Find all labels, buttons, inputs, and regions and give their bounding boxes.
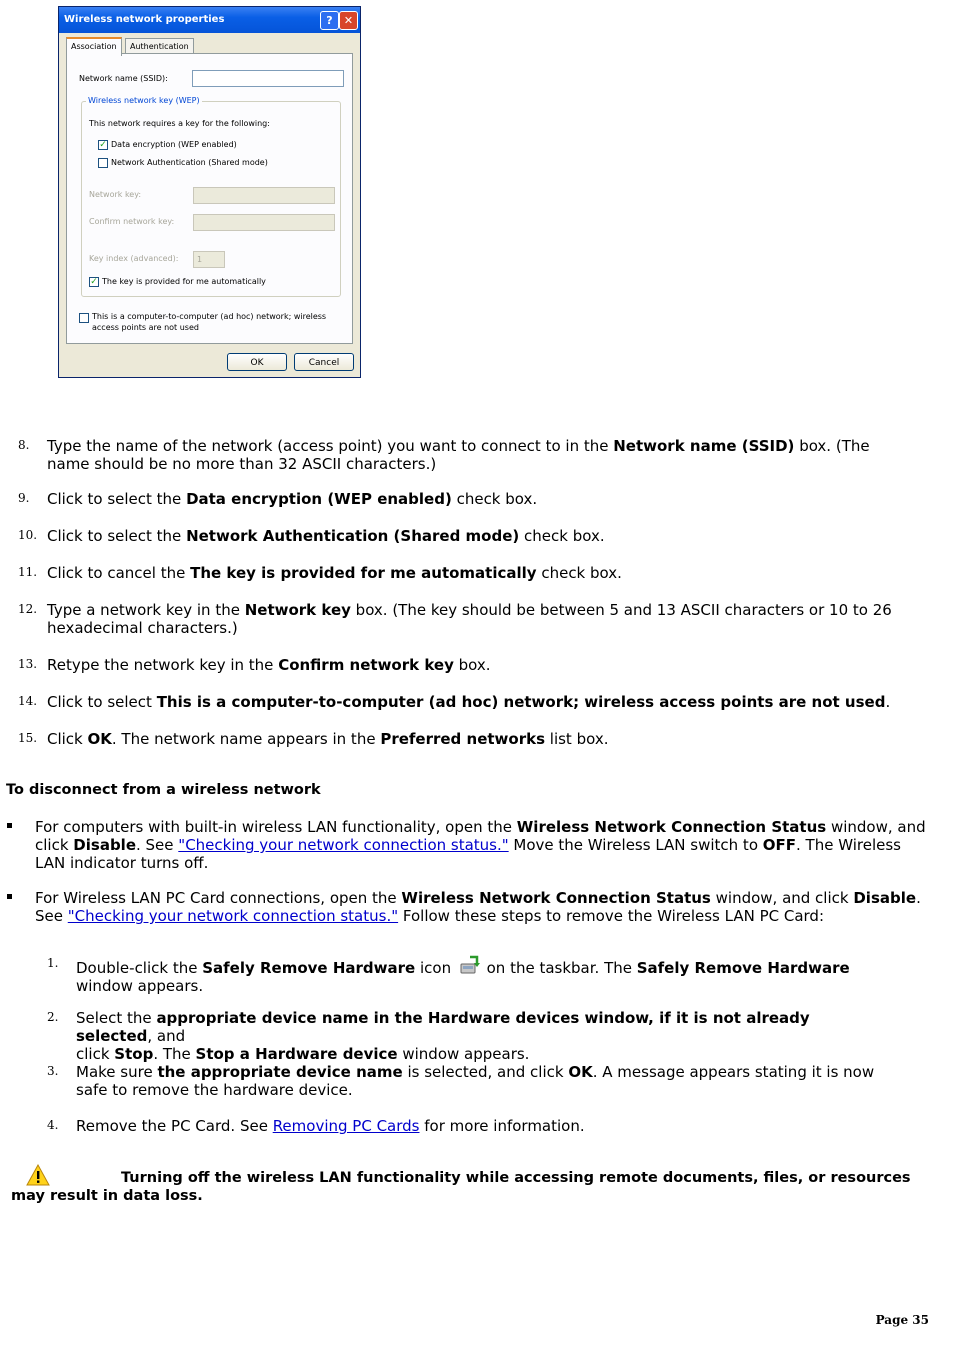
ui-term: Confirm network key — [278, 656, 454, 674]
adhoc-label-line1: This is a computer-to-computer (ad hoc) network; wireless — [92, 312, 327, 321]
step-number: 4. — [47, 1118, 59, 1132]
ui-term: Stop a Hardware device — [195, 1045, 398, 1063]
step-number: 11. — [18, 565, 38, 579]
ui-term: Safely Remove Hardware — [636, 959, 850, 977]
text: . The — [153, 1045, 196, 1063]
step-text — [76, 1117, 876, 1135]
safely-remove-hardware-icon — [458, 955, 480, 977]
step-text — [76, 1009, 876, 1063]
step-number: 13. — [18, 657, 38, 671]
text: Double-click the — [76, 959, 203, 977]
ui-term: appropriate device name in the Hardware devices window, if it is not already selected — [76, 1009, 810, 1045]
text: LAN indicator turns off. — [35, 854, 209, 872]
step-text — [47, 656, 927, 674]
ui-term: Network name (SSID) — [613, 437, 795, 455]
ui-term: Safely Remove Hardware — [202, 959, 416, 977]
step-number: 10. — [18, 528, 38, 542]
text: window, and — [826, 818, 926, 836]
text: . See — [136, 836, 179, 854]
auto-key-checkbox[interactable]: ✓ — [90, 277, 98, 287]
text: For computers with built-in wireless LAN functionality, open the — [35, 818, 517, 836]
text: Type the name of the network (access point) you want to connect to in the — [47, 437, 614, 455]
warning-text — [11, 1169, 936, 1205]
text: click — [76, 1045, 115, 1063]
adhoc-checkbox[interactable] — [79, 313, 89, 323]
text: check box. — [451, 490, 538, 508]
auto-key-label: The key is provided for me automatically — [102, 277, 266, 286]
close-icon[interactable]: ✕ — [339, 11, 358, 30]
text: Click — [47, 730, 88, 748]
step-number: 15. — [18, 731, 38, 745]
text: window appears. — [397, 1045, 530, 1063]
text: box. (The key should be between 5 and 13 ASCII characters or 10 to 26 — [350, 601, 892, 619]
step-text — [76, 1063, 876, 1099]
text: Click to select — [47, 693, 157, 711]
step-text — [47, 693, 927, 711]
bullet-item-builtin — [35, 818, 935, 872]
shared-auth-label: Network Authentication (Shared mode) — [111, 158, 268, 167]
bullet-icon — [7, 894, 12, 899]
confirm-key-label: Confirm network key: — [89, 217, 175, 226]
warning-message: Turning off the wireless LAN functionality while accessing remote documents, files, or resources may result in data loss. — [11, 1170, 911, 1204]
text: Move the Wireless LAN switch to — [508, 836, 763, 854]
text: safe to remove the hardware device. — [76, 1081, 353, 1099]
ssid-label: Network name (SSID): — [79, 74, 168, 83]
confirm-key-input[interactable] — [193, 214, 335, 231]
step-text — [47, 564, 927, 582]
ui-term: The key is provided for me automatically — [190, 564, 537, 582]
ui-term: Stop — [114, 1045, 154, 1063]
text: See — [35, 907, 68, 925]
text: list box. — [545, 730, 609, 748]
step-text — [47, 490, 927, 508]
text: click — [35, 836, 74, 854]
text: . The network name appears in the — [111, 730, 381, 748]
text: Click to select the — [47, 527, 187, 545]
key-index-label: Key index (advanced): — [89, 254, 179, 263]
text: for more information. — [419, 1117, 585, 1135]
step-number: 12. — [18, 602, 38, 616]
text: check box. — [536, 564, 622, 582]
adhoc-label-line2: access points are not used — [92, 323, 199, 332]
wireless-network-properties-dialog — [58, 6, 361, 378]
cancel-button[interactable]: Cancel — [294, 353, 354, 371]
key-index-spinner[interactable] — [193, 251, 225, 268]
step-number: 3. — [47, 1064, 59, 1078]
tab-association[interactable]: Association — [66, 37, 122, 56]
step-text — [47, 437, 927, 473]
requires-text: This network requires a key for the following: — [89, 119, 270, 128]
text: Make sure — [76, 1063, 158, 1081]
connection-status-link[interactable]: "Checking your network connection status." — [67, 907, 399, 925]
text: is selected, and click — [402, 1063, 569, 1081]
text: Follow these steps to remove the Wireless LAN PC Card: — [398, 907, 825, 925]
text: Type a network key in the — [47, 601, 245, 619]
text: check box. — [519, 527, 605, 545]
ui-term: Wireless Network Connection Status — [401, 889, 711, 907]
step-number: 14. — [18, 694, 38, 708]
step-number: 9. — [18, 491, 30, 505]
ui-term: OK — [568, 1063, 593, 1081]
ui-term: OFF — [762, 836, 797, 854]
step-text — [76, 955, 876, 995]
step-text — [47, 527, 927, 545]
step-text — [47, 601, 927, 637]
ui-term: Data encryption (WEP enabled) — [186, 490, 452, 508]
step-number: 2. — [47, 1010, 59, 1024]
key-index-value: 1 — [197, 255, 203, 264]
removing-pc-cards-link[interactable]: Removing PC Cards — [272, 1117, 420, 1135]
wep-group — [81, 96, 341, 297]
ui-term: Disable — [73, 836, 136, 854]
data-encryption-label: Data encryption (WEP enabled) — [111, 140, 237, 149]
text: name should be no more than 32 ASCII characters.) — [47, 455, 437, 473]
text: window, and click — [710, 889, 854, 907]
page-number: Page 35 — [875, 1313, 929, 1327]
ssid-input[interactable] — [192, 70, 344, 87]
network-key-label: Network key: — [89, 190, 142, 199]
ui-term: Wireless Network Connection Status — [516, 818, 827, 836]
ui-term: Network key — [244, 601, 351, 619]
text: . A message appears stating it is now — [592, 1063, 875, 1081]
text: Retype the network key in the — [47, 656, 279, 674]
ui-term: the appropriate device name — [157, 1063, 403, 1081]
help-button[interactable]: ? — [320, 11, 339, 30]
text: . — [916, 889, 921, 907]
network-key-input[interactable] — [193, 187, 335, 204]
bullet-item-pc-card — [35, 889, 935, 925]
dialog-title: Wireless network properties — [59, 7, 360, 33]
bullet-icon — [7, 823, 12, 828]
section-heading: To disconnect from a wireless network — [6, 782, 321, 798]
ok-button[interactable]: OK — [227, 353, 287, 371]
data-encryption-checkbox[interactable]: ✓ — [99, 140, 107, 150]
text: Click to select the — [47, 490, 187, 508]
tab-authentication[interactable]: Authentication — [125, 38, 194, 54]
text: For Wireless LAN PC Card connections, open the — [35, 889, 402, 907]
ui-term: Disable — [853, 889, 917, 907]
text: Remove the PC Card. See — [76, 1117, 273, 1135]
text: . The Wireless — [796, 836, 901, 854]
ui-term: This is a computer-to-computer (ad hoc) network; wireless access points are not used — [156, 693, 886, 711]
ui-term: Preferred networks — [380, 730, 546, 748]
connection-status-link[interactable]: "Checking your network connection status." — [178, 836, 509, 854]
text: . — [885, 693, 891, 711]
text: window appears. — [76, 977, 204, 995]
wep-group-label: Wireless network key (WEP) — [88, 96, 200, 105]
ui-term: Network Authentication (Shared mode) — [186, 527, 520, 545]
shared-auth-checkbox[interactable] — [98, 158, 108, 168]
text: box. (The — [794, 437, 870, 455]
text: icon — [415, 959, 456, 977]
text: hexadecimal characters.) — [47, 619, 238, 637]
step-number: 1. — [47, 956, 59, 970]
step-text — [47, 730, 927, 748]
step-number: 8. — [18, 438, 30, 452]
text: on the taskbar. The — [481, 959, 637, 977]
text: Select the — [76, 1009, 157, 1027]
text: Click to cancel the — [47, 564, 191, 582]
ui-term: OK — [87, 730, 112, 748]
text: , and — [147, 1027, 186, 1045]
association-panel — [66, 53, 353, 344]
text: box. — [453, 656, 491, 674]
